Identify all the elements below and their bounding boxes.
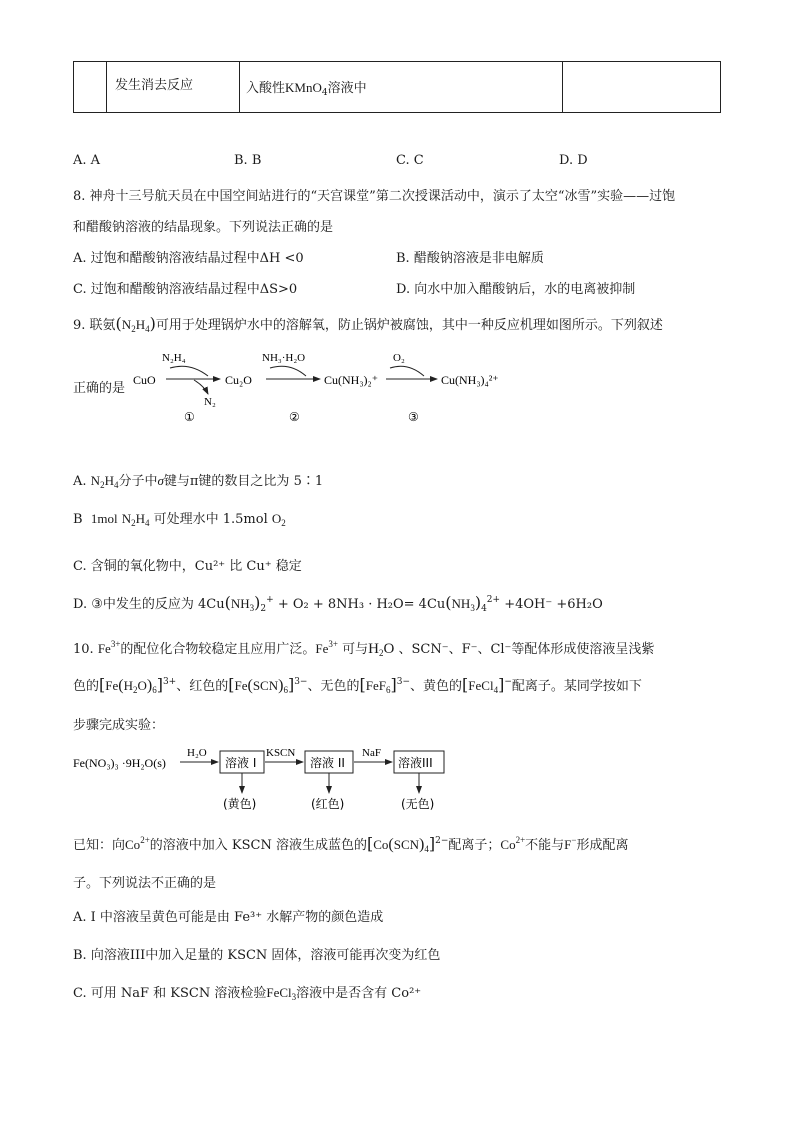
paren-close: ) <box>474 593 482 612</box>
bracket-open: [ <box>99 675 106 694</box>
known-text2: 的溶液中加入 KSCN 溶液生成蓝色的 <box>149 838 367 853</box>
formula-n2h4: $N_2H_4$ <box>121 511 150 528</box>
option-c-text2: 溶液中是否含有 Co²⁺ <box>296 986 422 1001</box>
species-cu-nh3-4: Cu(NH₃)₄²⁺ <box>441 373 499 387</box>
ion-fe3: $Fe^{3+}$ <box>315 639 338 656</box>
curve-in-step2 <box>270 366 306 376</box>
table-cell-reaction <box>107 62 240 113</box>
q10-known-line1 <box>73 834 629 854</box>
cell-formula-sub: 4 <box>321 88 328 98</box>
table-row <box>74 62 721 113</box>
charge-3minus: 3− <box>396 677 411 687</box>
option-d-text3: +4OH⁻ +6H₂O <box>504 597 603 612</box>
flow-box-2 <box>305 751 353 773</box>
complex-fe-h2o: $Fe(H_2O)_6$ <box>105 677 157 695</box>
known-text5: 形成配离 <box>576 838 629 853</box>
option-d-text1: D. ③中发生的反应为 4Cu <box>73 597 225 612</box>
q8-stem-line1: 8. 神舟十三号航天员在中国空间站进行的“天宫课堂”第二次授课活动中，演示了太空“冰雪”实验——过饱 <box>73 189 676 204</box>
q10-text1: 的配位化合物较稳定且应用广泛。 <box>120 642 316 657</box>
flow-reagent-h2o: H₂O <box>187 747 207 759</box>
q7-option-d: D. D <box>559 153 588 168</box>
flow-box-2-label: 溶液 II <box>310 756 345 770</box>
answer-table <box>73 61 721 113</box>
charge-minus: − <box>504 677 512 687</box>
q9-stem-line2: 正确的是 <box>73 381 126 396</box>
species-cu2o: Cu₂O <box>225 373 252 387</box>
reagent-n2h4: N₂H₄ <box>162 352 186 364</box>
bracket-open: [ <box>462 675 469 694</box>
q10-text4: 色的 <box>73 679 100 694</box>
flow-box-3-label: 溶液III <box>398 756 433 770</box>
q10-text6: 、无色的 <box>307 679 360 694</box>
option-letter: B <box>73 512 83 527</box>
q7-option-a: A. A <box>73 153 101 168</box>
q8-option-d: D. 向水中加入醋酸钠后，水的电离被抑制 <box>396 282 636 297</box>
formula-fecl3: FeCl$_3$ <box>266 985 297 1002</box>
formula-o2: $O_2$ <box>271 511 286 528</box>
flow-box-1-label: 溶液 I <box>225 756 257 770</box>
byproduct-n2: N₂ <box>204 396 216 408</box>
q10-number: 10. <box>73 642 94 657</box>
cell-suffix: 溶液中 <box>327 81 367 96</box>
option-a-text2: 键与π键的数目之比为 5∶1 <box>163 474 324 489</box>
charge-3plus: 3+ <box>162 677 177 687</box>
step-label-3: ③ <box>408 410 419 424</box>
q10-stem-line1 <box>73 638 654 658</box>
q7-option-b: B. B <box>234 153 262 168</box>
option-a-text1: 分子中 <box>118 474 158 489</box>
formula-n2h4: $N_2H_4$ <box>121 317 150 334</box>
bracket-close: ] <box>498 675 505 694</box>
curve-in-step3 <box>390 366 424 376</box>
flow-box-1 <box>220 751 264 773</box>
q8-option-c: C. 过饱和醋酸钠溶液结晶过程中ΔS>0 <box>73 282 298 297</box>
bracket-close: ] <box>156 675 163 694</box>
complex-fecl4: FeCl$_4$ <box>468 678 499 695</box>
q10-option-c <box>73 982 421 1002</box>
q9-stem-line1 <box>73 314 663 334</box>
bracket-close: ] <box>428 834 436 853</box>
q10-known-line2: 子。下列说法不正确的是 <box>73 876 217 891</box>
flow-color-3: (无色) <box>401 797 435 811</box>
table-cell-empty <box>563 62 721 113</box>
formula-h2o: $H_2O$ <box>368 641 395 658</box>
flow-color-1: (黄色) <box>223 797 257 811</box>
bracket-open: [ <box>228 675 235 694</box>
q8-option-b: B. 醋酸钠溶液是非电解质 <box>396 251 544 266</box>
flow-start-substance: Fe(NO₃)₃ ·9H₂O(s) <box>73 756 166 770</box>
q9-option-c: C. 含铜的氧化物中，Cu²⁺ 比 Cu⁺ 稳定 <box>73 559 302 574</box>
subscript-4: 4 <box>481 604 487 614</box>
formula-nh3: $NH_3$ <box>451 596 475 613</box>
q10-text2: 可与 <box>342 642 369 657</box>
flow-box-3 <box>394 751 444 773</box>
formula-n2h4: $N_2H_4$ <box>90 473 119 490</box>
complex-fef6: FeF$_6$ <box>365 678 391 695</box>
q10-option-b: B. 向溶液III中加入足量的 KSCN 固体，溶液可能再次变为红色 <box>73 948 441 963</box>
bracket-close: ] <box>287 675 295 694</box>
paren-open: ( <box>115 314 122 333</box>
option-b-text: 可处理水中 1.5mol <box>153 512 268 527</box>
step-label-1: ① <box>184 410 195 424</box>
bracket-open: [ <box>366 834 374 853</box>
q9-stem-rest: 可用于处理锅炉水中的溶解氧，防止锅炉被腐蚀，其中一种反应机理如图所示。下列叙述 <box>155 318 663 333</box>
complex-co-scn: $Co(SCN)_4$ <box>373 836 429 854</box>
species-cu-nh3-2: Cu(NH₃)₂⁺ <box>324 373 379 387</box>
paren-close: ) <box>254 593 261 612</box>
known-text1: 已知：向 <box>73 838 126 853</box>
curve-out-step1 <box>194 380 208 394</box>
cell-prefix: 入酸性 <box>246 81 286 96</box>
reagent-o2: O₂ <box>393 352 405 364</box>
paren-open: ( <box>445 593 452 612</box>
paren-open: ( <box>224 593 231 612</box>
charge-2plus: 2+ <box>486 595 501 605</box>
table-cell-condition <box>240 62 563 113</box>
subscript-2: 2 <box>260 604 267 614</box>
table-cell-text: 发生消去反应 <box>115 78 194 93</box>
flow-reagent-kscn: KSCN <box>266 747 296 759</box>
option-b-amount: 1mol <box>90 511 118 526</box>
ion-co2: $Co^{2+}$ <box>125 835 150 852</box>
q9-option-b <box>73 508 286 528</box>
step-label-2: ② <box>289 410 300 424</box>
option-letter: A. <box>73 474 87 489</box>
species-cuo: CuO <box>133 373 156 387</box>
charge-2minus: 2− <box>435 836 449 846</box>
q8-stem-line2: 和醋酸钠溶液的结晶现象。下列说法正确的是 <box>73 220 334 235</box>
cell-formula: KMnO <box>285 80 322 95</box>
complex-fe-scn: $Fe(SCN)_6$ <box>234 677 288 695</box>
q7-option-c: C. C <box>396 153 424 168</box>
known-text4: 不能与 <box>525 838 565 853</box>
ion-fe3: $Fe^{3+}$ <box>97 639 121 656</box>
q10-stem-line3: 步骤完成实验： <box>73 718 165 733</box>
known-text3: 配离子； <box>448 838 501 853</box>
q10-stem-line2 <box>73 675 642 695</box>
table-cell-condition-text <box>240 62 562 98</box>
option-c-text1: C. 可用 NaF 和 KSCN 溶液检验 <box>73 986 267 1001</box>
option-d-text2: + O₂ + 8NH₃ · H₂O= 4Cu <box>277 597 446 612</box>
q10-option-a: A. I 中溶液呈黄色可能是由 Fe³⁺ 水解产物的颜色造成 <box>73 910 384 925</box>
q9-number: 9. 联氨 <box>73 318 116 333</box>
curve-in-step1 <box>170 366 208 376</box>
sigma-symbol: σ <box>157 473 164 488</box>
ion-f: F− <box>564 835 577 852</box>
flow-reagent-naf: NaF <box>362 747 381 759</box>
paren-close: ) <box>149 314 156 333</box>
q10-text8: 配离子。某同学按如下 <box>511 679 642 694</box>
charge-3minus: 3− <box>294 677 308 687</box>
q9-option-d <box>73 593 603 614</box>
bracket-close: ] <box>390 675 397 694</box>
reagent-nh3-h2o: NH₃·H₂O <box>262 352 306 364</box>
q9-option-a <box>73 470 323 490</box>
bracket-open: [ <box>359 675 366 694</box>
q10-text3: 、SCN⁻、F⁻、Cl⁻等配体形成使溶液呈浅紫 <box>398 642 655 657</box>
ion-co2: $Co^{2+}$ <box>500 835 526 852</box>
table-cell-index <box>74 62 107 113</box>
q10-text7: 、黄色的 <box>410 679 463 694</box>
q10-text5: 、红色的 <box>176 679 229 694</box>
charge-plus: + <box>266 595 274 605</box>
flow-color-2: (红色) <box>311 797 345 811</box>
formula-nh3: $NH_3$ <box>230 596 255 613</box>
q8-option-a: A. 过饱和醋酸钠溶液结晶过程中ΔH <0 <box>73 251 304 266</box>
